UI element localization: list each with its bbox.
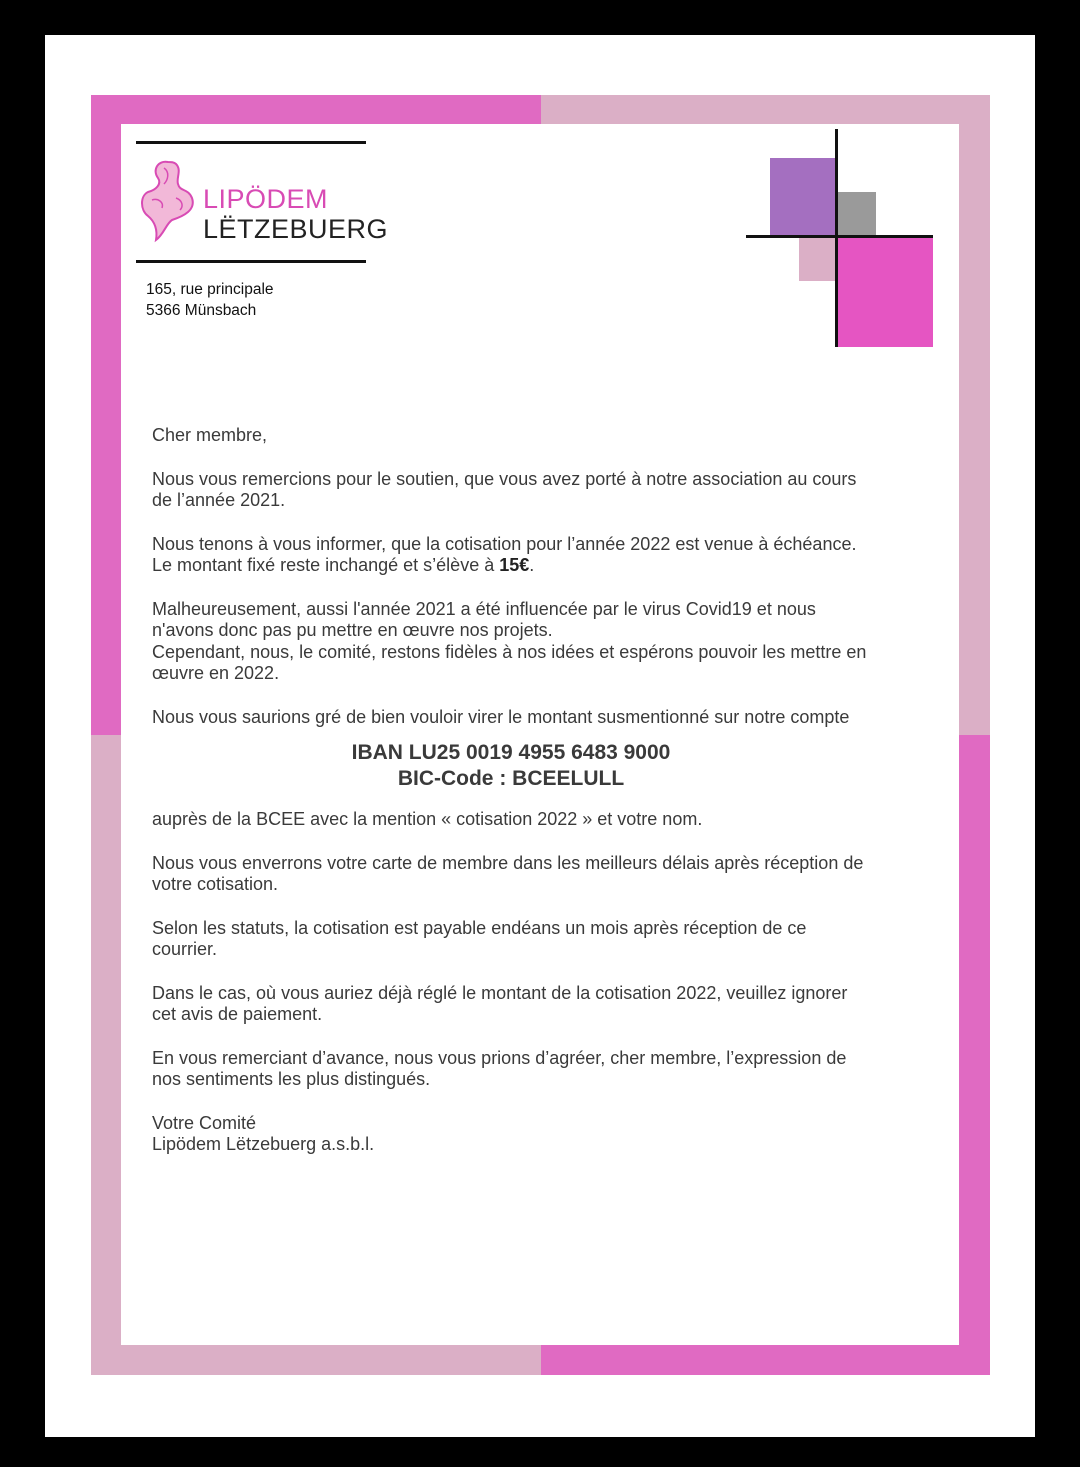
letter-body <box>152 425 872 1178</box>
paragraph-card: Nous vous enverrons votre carte de membre dans les meilleurs délais après réception de votre cotisation. <box>152 852 864 894</box>
paragraph-thanks: Nous vous remercions pour le soutien, que vous avez porté à notre association au cours de l’année 2021. <box>152 468 857 510</box>
logo-line-1: LIPÖDEM <box>203 184 329 214</box>
frame-bottom-right <box>541 1345 990 1375</box>
woman-silhouette-icon <box>138 158 200 246</box>
bank-details <box>152 740 870 792</box>
frame-top-right <box>541 95 990 124</box>
due-end: . <box>529 555 535 575</box>
address-city: 5366 Münsbach <box>146 302 257 319</box>
paragraph-mention: auprès de la BCEE avec la mention « cotisation 2022 » et votre nom. <box>152 809 703 829</box>
deco-vertical-line <box>835 129 838 347</box>
covid-line-1: Malheureusement, aussi l'année 2021 a été influencée par le virus Covid19 et nous n'avons donc pas pu mettre en œuvre nos projets. <box>152 598 816 640</box>
paragraph-due <box>152 534 872 577</box>
logo-top-rule <box>136 141 366 144</box>
deco-lightpink-square <box>799 237 837 281</box>
logo-wordmark <box>203 184 388 244</box>
paragraph-already-paid: Dans le cas, où vous auriez déjà réglé le montant de la cotisation 2022, veuillez ignorer cet avis de paiement. <box>152 982 848 1024</box>
frame-bottom-left <box>91 1345 541 1375</box>
paragraph-closing: En vous remerciant d’avance, nous vous prions d’agréer, cher membre, l’expression de nos sentiments les plus distingués. <box>152 1047 847 1089</box>
deco-hotpink-square <box>838 237 933 347</box>
logo-bottom-rule <box>136 260 366 263</box>
paragraph-covid <box>152 599 872 685</box>
covid-line-2: Cependant, nous, le comité, restons fidèles à nos idées et espérons pouvoir les mettre en œuvre en 2022. <box>152 641 867 683</box>
paragraph-statutes: Selon les statuts, la cotisation est payable endéans un mois après réception de ce courrier. <box>152 917 807 959</box>
sender-address <box>146 279 274 321</box>
due-text: Nous tenons à vous informer, que la cotisation pour l’année 2022 est venue à échéance. Le montant fixé reste inchangé et s’élève à <box>152 533 857 575</box>
signature-line-2: Lipödem Lëtzebuerg a.s.b.l. <box>152 1134 375 1154</box>
address-street: 165, rue principale <box>146 281 274 298</box>
amount: 15€ <box>499 555 530 575</box>
signature-line-1: Votre Comité <box>152 1112 257 1133</box>
frame-right-upper <box>959 95 990 735</box>
frame-left-lower <box>91 735 121 1375</box>
iban: IBAN LU25 0019 4955 6483 9000 <box>351 741 671 764</box>
paragraph-transfer: Nous vous saurions gré de bien vouloir virer le montant susmentionné sur notre compte <box>152 706 850 727</box>
frame-left-upper <box>91 95 121 735</box>
signature <box>152 1113 872 1156</box>
deco-horizontal-line <box>746 235 933 238</box>
bic-code: BIC-Code : BCEELULL <box>397 767 625 790</box>
deco-purple-square <box>770 158 837 237</box>
frame-top-left <box>91 95 541 124</box>
frame-right-lower <box>959 735 990 1375</box>
deco-gray-square <box>838 192 876 236</box>
logo-line-2: LËTZEBUERG <box>203 214 389 244</box>
salutation: Cher membre, <box>152 425 268 445</box>
